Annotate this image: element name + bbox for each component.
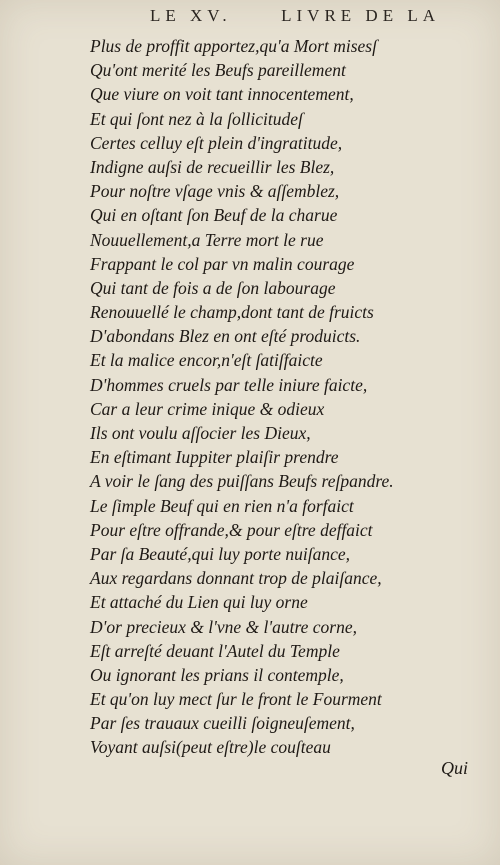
verse-line: Ils ont voulu aſſocier les Dieux, — [90, 423, 311, 443]
verse-line: A voir le ſang des puiſſans Beufs reſpandre. — [90, 471, 394, 492]
verse-line: Qu'ont merité les Beufs pareillement — [90, 60, 346, 81]
verse-line: Ou ignorant les prians il contemple, — [90, 664, 344, 685]
verse-line: Et la malice encor,n'eſt ſatiſfaicte — [90, 350, 323, 371]
running-head — [150, 6, 440, 30]
verse-line: Qui tant de fois a de ſon labourage — [90, 277, 336, 298]
verse-line: Voyant auſsi(peut eſtre)le couſteau — [90, 737, 331, 758]
verse-line: Par ſa Beauté,qui luy porte nuiſance, — [90, 543, 351, 564]
verse-line: Eſt arreſté deuant l'Autel du Temple — [90, 640, 340, 661]
running-head-left: LE XV. — [150, 6, 232, 25]
verse-text — [90, 34, 430, 760]
verse-line: Que viure on voit tant innocentement, — [90, 84, 354, 105]
verse-line: En eſtimant Iuppiter plaiſir prendre — [90, 447, 339, 468]
running-head-right: LIVRE DE LA — [281, 6, 440, 25]
verse-line: Le ſimple Beuf qui en rien n'a forfaict — [90, 495, 354, 516]
verse-line: Frappant le col par vn malin courage — [90, 253, 355, 274]
verse-line: Car a leur crime inique & odieux — [90, 398, 325, 419]
catchword: Qui — [441, 758, 468, 778]
verse-line: Et attaché du Lien qui luy orne — [90, 592, 308, 613]
verse-line: Aux regardans donnant trop de plaiſance, — [90, 568, 382, 589]
verse-line: Et qu'on luy mect ſur le front le Fourment — [90, 689, 382, 710]
verse-line: Et qui ſont nez à la ſollicitudeſ — [90, 108, 303, 129]
verse-line: Indigne auſsi de recueillir les Blez, — [90, 156, 335, 177]
verse-line: Par ſes trauaux cueilli ſoigneuſement, — [90, 713, 355, 734]
verse-line: D'abondans Blez en ont eſté produicts. — [90, 326, 361, 347]
verse-line: Plus de proffit apportez,qu'a Mort misesſ — [90, 36, 377, 56]
verse-line: D'or precieux & l'vne & l'autre corne, — [90, 616, 358, 637]
verse-line: Pour noſtre vſage vnis & aſſemblez, — [90, 181, 340, 202]
verse-line: Qui en oſtant ſon Beuf de la charue — [90, 205, 338, 226]
verse-line: Nouuellement,a Terre mort le rue — [90, 229, 324, 250]
verse-line: D'hommes cruels par telle iniure faicte, — [90, 374, 368, 395]
verse-line: Pour eſtre offrande,& pour eſtre deffaict — [90, 519, 373, 540]
verse-line: Certes celluy eſt plein d'ingratitude, — [90, 132, 343, 153]
verse-line: Renouuellé le champ,dont tant de fruicts — [90, 302, 374, 323]
